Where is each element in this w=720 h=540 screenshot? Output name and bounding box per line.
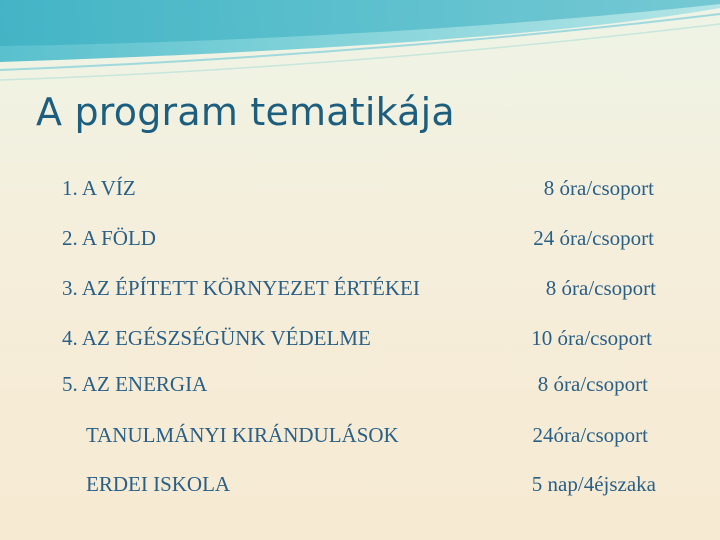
hours-value: 8 óra/csoport bbox=[543, 176, 654, 200]
list-item bbox=[0, 372, 720, 402]
hours-value: 24 óra/csoport bbox=[533, 226, 654, 250]
topic-label: TANULMÁNYI KIRÁNDULÁSOK bbox=[86, 423, 399, 447]
list-item bbox=[0, 276, 720, 306]
list-item bbox=[0, 226, 720, 256]
list-item bbox=[0, 472, 720, 502]
slide-title: A program tematikája bbox=[36, 90, 455, 134]
list-item bbox=[0, 423, 720, 453]
list-item bbox=[0, 176, 720, 206]
hours-value: 10 óra/csoport bbox=[531, 326, 652, 350]
topic-label: 4. AZ EGÉSZSÉGÜNK VÉDELME bbox=[62, 326, 371, 350]
topic-label: 1. A VÍZ bbox=[62, 176, 136, 200]
hours-value: 8 óra/csoport bbox=[545, 276, 656, 300]
topic-label: ERDEI ISKOLA bbox=[86, 472, 231, 496]
decorative-wave-banner bbox=[0, 0, 720, 90]
hours-value: 8 óra/csoport bbox=[537, 372, 648, 396]
list-item bbox=[0, 326, 720, 356]
hours-value: 24óra/csoport bbox=[532, 423, 648, 447]
topic-label: 5. AZ ENERGIA bbox=[62, 372, 208, 396]
hours-value: 5 nap/4éjszaka bbox=[531, 472, 656, 496]
topic-label: 2. A FÖLD bbox=[62, 226, 156, 250]
topic-label: 3. AZ ÉPÍTETT KÖRNYEZET ÉRTÉKEI bbox=[62, 276, 420, 300]
